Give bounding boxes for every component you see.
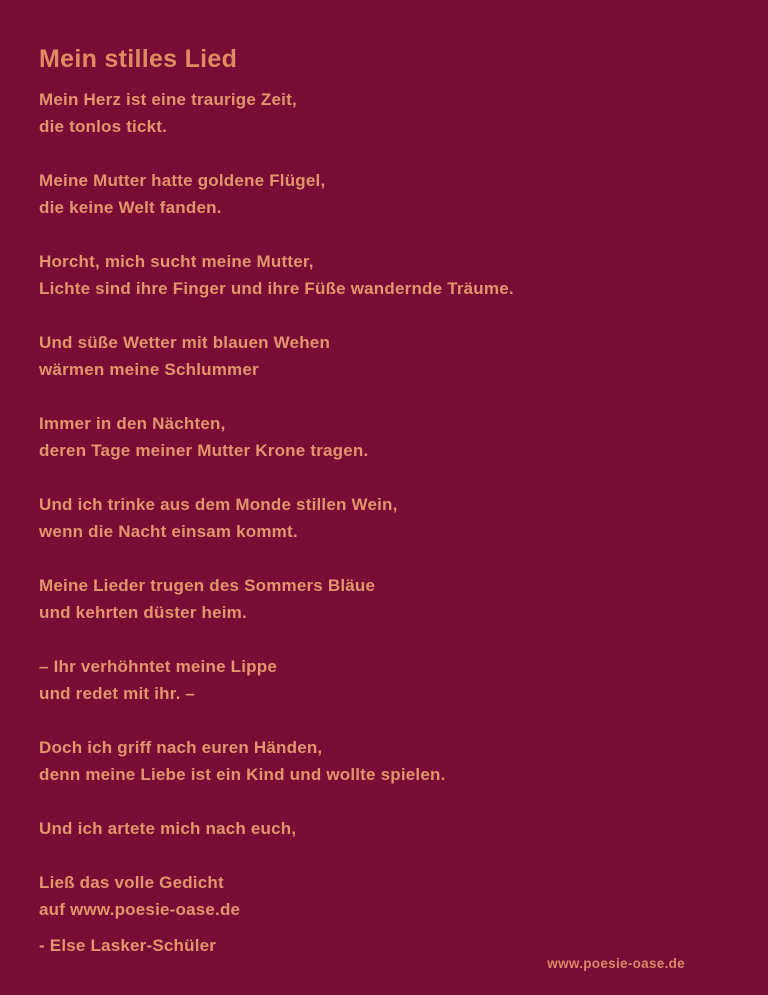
poem-line: Horcht, mich sucht meine Mutter, bbox=[39, 252, 314, 271]
poem-stanza bbox=[39, 167, 728, 221]
poem-line: und kehrten düster heim. bbox=[39, 603, 247, 622]
poem-stanza bbox=[39, 653, 728, 707]
poem-line: Mein Herz ist eine traurige Zeit, bbox=[39, 90, 297, 109]
poem-line: deren Tage meiner Mutter Krone tragen. bbox=[39, 441, 369, 460]
poem-line: – Ihr verhöhntet meine Lippe bbox=[39, 657, 277, 676]
poem-stanza bbox=[39, 869, 728, 923]
poem-line: auf www.poesie-oase.de bbox=[39, 900, 241, 919]
poem-stanza bbox=[39, 410, 728, 464]
site-watermark: www.poesie-oase.de bbox=[547, 956, 685, 971]
poem-line: Und süße Wetter mit blauen Wehen bbox=[39, 333, 331, 352]
poem-line: Meine Mutter hatte goldene Flügel, bbox=[39, 171, 326, 190]
poem-line: Meine Lieder trugen des Sommers Bläue bbox=[39, 576, 376, 595]
poem-stanza bbox=[39, 491, 728, 545]
poem-stanza bbox=[39, 572, 728, 626]
poem-line: Und ich artete mich nach euch, bbox=[39, 819, 297, 838]
poem-stanza bbox=[39, 329, 728, 383]
poem-line: Immer in den Nächten, bbox=[39, 414, 226, 433]
poem-line: wenn die Nacht einsam kommt. bbox=[39, 522, 298, 541]
poem-line: Und ich trinke aus dem Monde stillen Wein, bbox=[39, 495, 398, 514]
poem-stanza bbox=[39, 734, 728, 788]
poem-stanza bbox=[39, 815, 728, 842]
poem-line: und redet mit ihr. – bbox=[39, 684, 196, 703]
poem-author: - Else Lasker-Schüler bbox=[39, 936, 217, 955]
poem-line: wärmen meine Schlummer bbox=[39, 360, 259, 379]
poem-line: die keine Welt fanden. bbox=[39, 198, 222, 217]
poem-title: Mein stilles Lied bbox=[39, 45, 238, 73]
poem-line: Ließ das volle Gedicht bbox=[39, 873, 224, 892]
poem-line: Doch ich griff nach euren Händen, bbox=[39, 738, 323, 757]
poem-line: die tonlos tickt. bbox=[39, 117, 168, 136]
poem-line: Lichte sind ihre Finger und ihre Füße wandernde Träume. bbox=[39, 279, 514, 298]
poem-body bbox=[39, 86, 728, 923]
poem-line: denn meine Liebe ist ein Kind und wollte spielen. bbox=[39, 765, 446, 784]
poem-stanza bbox=[39, 248, 728, 302]
poem-stanza bbox=[39, 86, 728, 140]
